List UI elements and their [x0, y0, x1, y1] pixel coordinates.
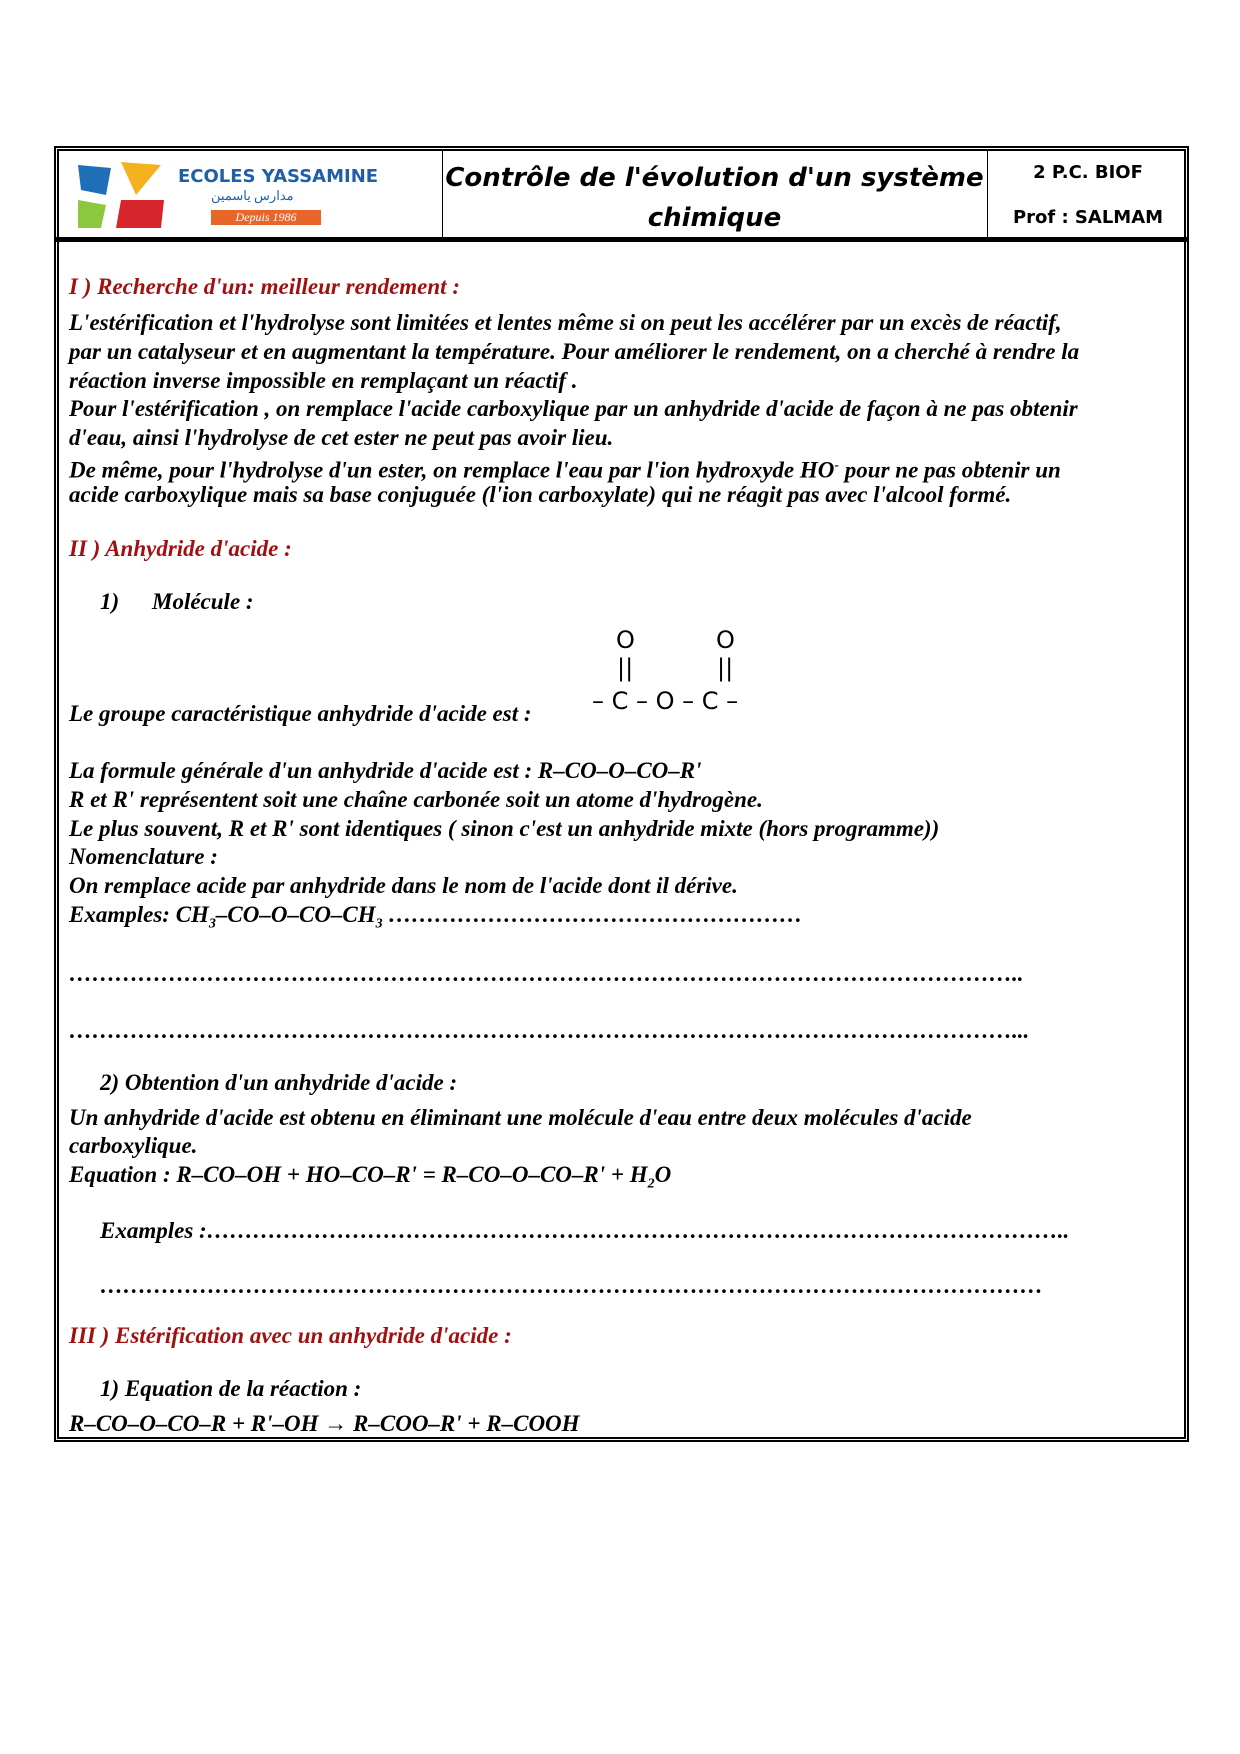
- double-bond: ||: [717, 654, 734, 682]
- paragraph-line: acide carboxylique mais sa base conjuguée (l'ion carboxylate) qui ne réagit pas avec l'alcool formé.: [69, 482, 1012, 507]
- school-name: ECOLES YASSAMINE: [178, 166, 379, 187]
- section-heading: I ) Recherche d'un: meilleur rendement :: [69, 274, 460, 299]
- school-logo: [76, 160, 396, 235]
- oxygen-atom: O: [716, 626, 735, 654]
- oxygen-atom: O: [616, 626, 635, 654]
- paragraph-line: On remplace acide par anhydride dans le nom de l'acide dont il dérive.: [69, 873, 738, 898]
- paragraph-line: par un catalyseur et en augmentant la température. Pour améliorer le rendement, on a cherché à rendre la: [69, 339, 1080, 364]
- fill-in-line[interactable]: ……………………………………………………………………………………………………………...: [69, 1018, 1030, 1043]
- subsection-heading: 1) Equation de la réaction :: [100, 1376, 362, 1401]
- fill-in-line[interactable]: Examples :…………………………………………………………………………………………………..: [100, 1218, 1070, 1243]
- paragraph-line: Pour l'estérification , on remplace l'acide carboxylique par un anhydride d'acide de façon à ne pas obtenir: [69, 396, 1078, 421]
- anhydride-chain: – C – O – C –: [592, 687, 739, 715]
- prof-label: Prof : SALMAM: [1012, 207, 1164, 228]
- paragraph-line: Nomenclature :: [69, 844, 218, 869]
- paragraph-line: R et R' représentent soit une chaîne carbonée soit un atome d'hydrogène.: [69, 787, 763, 812]
- paragraph-line: La formule générale d'un anhydride d'acide est : R–CO–O–CO–R': [69, 758, 702, 783]
- paragraph-line: Le groupe caractéristique anhydride d'acide est :: [69, 701, 532, 726]
- example-line: Examples: $CH_3-CO-O-CO-CH_3$ ………………………………………………: [69, 902, 803, 932]
- paragraph-line: réaction inverse impossible en remplaçant un réactif .: [69, 368, 578, 393]
- subsection-heading: Molécule :: [152, 589, 254, 614]
- equation-line: R–CO–O–CO–R + R'–OH → R–COO–R' + R–COOH: [69, 1411, 580, 1436]
- paragraph-line: d'eau, ainsi l'hydrolyse de cet ester ne peut pas avoir lieu.: [69, 425, 614, 450]
- section-heading: III ) Estérification avec un anhydride d'acide :: [69, 1323, 512, 1348]
- fill-in-line[interactable]: ……………………………………………………………………………………………………………..: [69, 961, 1024, 986]
- paragraph-line: Le plus souvent, R et R' sont identiques ( sinon c'est un anhydride mixte (hors programme)): [69, 816, 940, 841]
- double-bond: ||: [617, 654, 634, 682]
- since-badge: Depuis 1986: [211, 210, 321, 225]
- logo-icon: [76, 160, 166, 230]
- subsection-number: 1): [100, 589, 120, 614]
- fill-in-line[interactable]: ……………………………………………………………………………………………………………: [100, 1273, 1043, 1298]
- subsection-heading: 2) Obtention d'un anhydride d'acide :: [100, 1070, 458, 1095]
- equation-line: Equation : $R-CO-OH + HO-CO-R' = R-CO-O-CO-R' + H_2O$: [69, 1162, 672, 1192]
- class-label: 2 P.C. BIOF: [1033, 162, 1143, 183]
- school-arabic-name: مدارس ياسمين: [211, 188, 294, 203]
- paragraph-line: carboxylique.: [69, 1133, 198, 1158]
- section-heading: II ) Anhydride d'acide :: [69, 536, 292, 561]
- paragraph-line: De même, pour l'hydrolyse d'un ester, on remplace l'eau par l'ion hydroxyde HO- pour ne pas obtenir un: [69, 457, 1061, 483]
- document-title: Contrôle de l'évolution d'un système chimique: [445, 163, 984, 233]
- paragraph-line: L'estérification et l'hydrolyse sont limitées et lentes même si on peut les accélérer par un excès de réactif,: [69, 310, 1062, 335]
- paragraph-line: Un anhydride d'acide est obtenu en éliminant une molécule d'eau entre deux molécules d'acide: [69, 1105, 972, 1130]
